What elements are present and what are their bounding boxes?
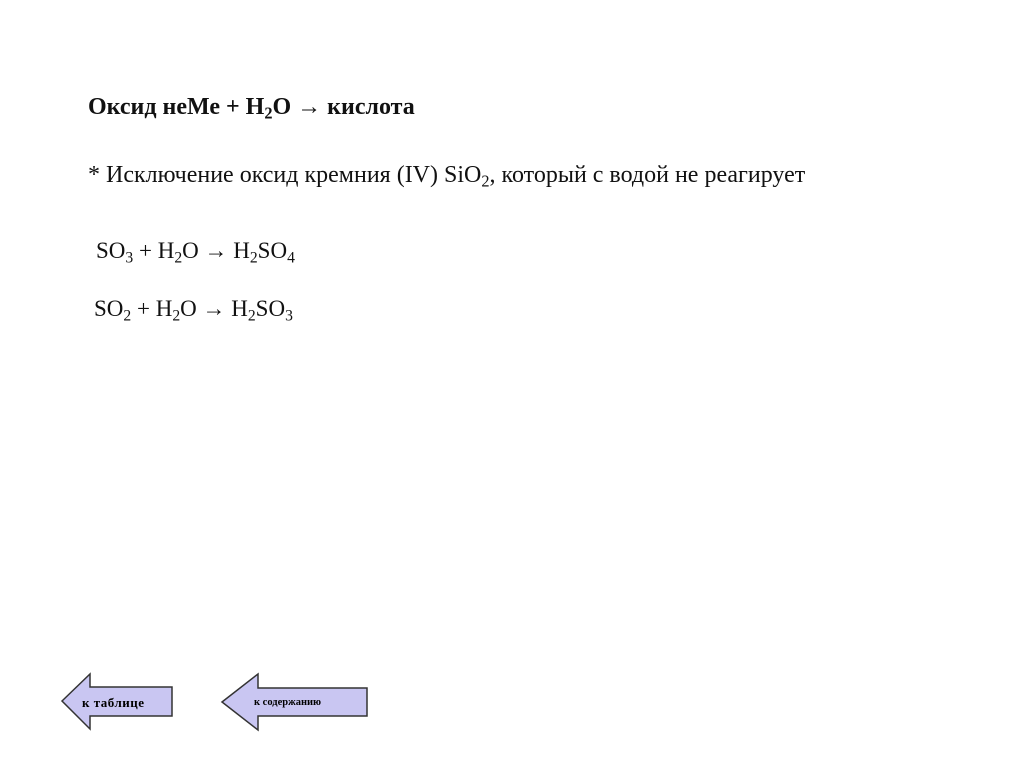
- exception-note: [88, 162, 805, 189]
- eq-subscript: 2: [123, 307, 132, 325]
- equation-so3: [96, 238, 295, 267]
- note-text-1: * Исключение оксид кремния (IV) SiO: [88, 162, 482, 188]
- note-text-2: , который с водой не реагирует: [489, 162, 806, 188]
- to-contents-button[interactable]: [220, 672, 370, 732]
- eq-term: O → H: [180, 296, 248, 321]
- title-text-1: Оксид неМе + H: [88, 94, 265, 120]
- eq-term: SO: [94, 296, 124, 321]
- slide-title: [88, 94, 415, 121]
- note-subscript: 2: [481, 171, 490, 191]
- to-contents-label: к содержанию: [254, 697, 322, 708]
- title-text-2: O → кислота: [272, 94, 415, 120]
- to-table-button[interactable]: [60, 672, 176, 732]
- title-subscript: 2: [264, 103, 273, 123]
- eq-term: SO: [255, 296, 286, 321]
- eq-term: + H: [131, 296, 173, 321]
- eq-subscript: 3: [285, 307, 293, 325]
- eq-subscript: 2: [172, 307, 181, 325]
- eq-term: O → H: [182, 238, 250, 263]
- eq-subscript: 2: [247, 307, 256, 325]
- eq-subscript: 3: [125, 249, 134, 267]
- eq-term: + H: [133, 238, 175, 263]
- eq-subscript: 2: [174, 249, 183, 267]
- eq-term: SO: [257, 238, 288, 263]
- equation-so2: [94, 296, 293, 325]
- to-table-label: к таблице: [82, 695, 145, 710]
- eq-subscript: 2: [249, 249, 258, 267]
- eq-term: SO: [96, 238, 126, 263]
- eq-subscript: 4: [287, 249, 295, 267]
